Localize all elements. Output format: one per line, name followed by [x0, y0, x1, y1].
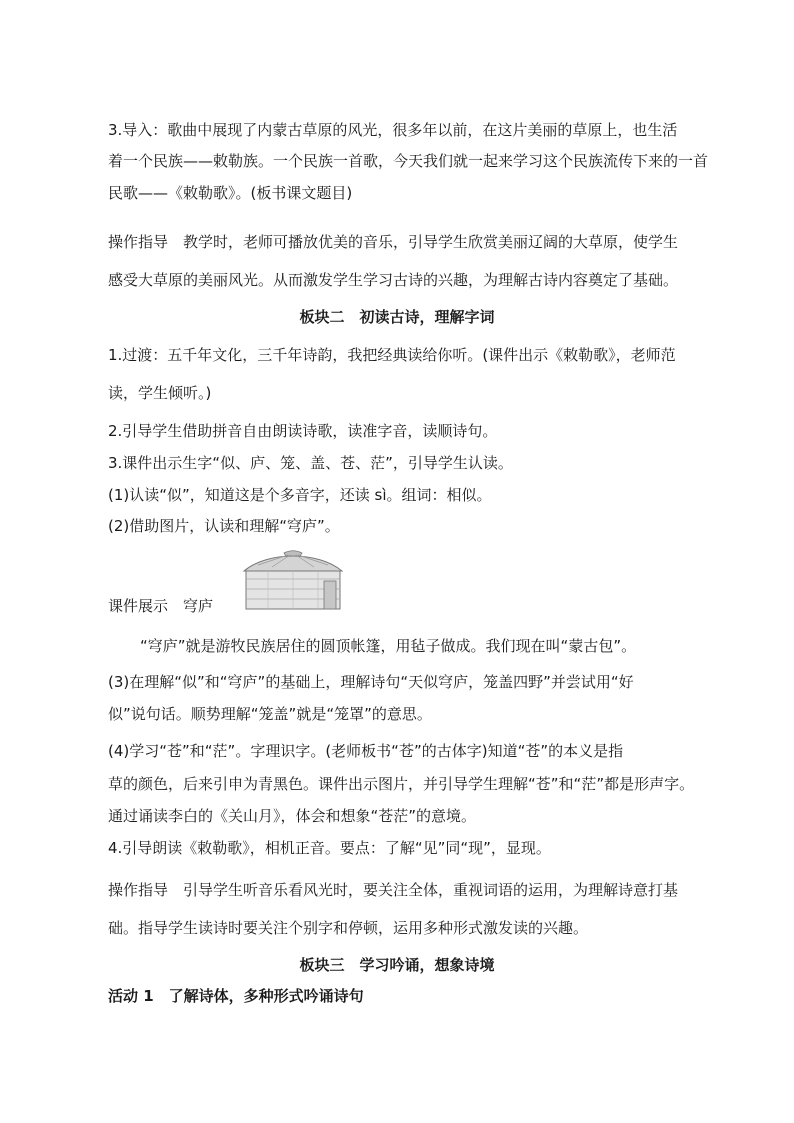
guidance-2-line-2: 础。指导学生读诗时要关注个别字和停顿，运用多种形式激发读的兴趣。 [108, 919, 589, 937]
paragraph-intro-line-3: 民歌——《敕勒歌》。(板书课文题目) [108, 184, 353, 202]
step-3-line: 3.课件出示生字“似、庐、笼、盖、苍、茫”，引导学生认读。 [108, 454, 513, 472]
step-3-2-line: (2)借助图片，认读和理解“穹庐”。 [108, 517, 340, 535]
yurt-explanation: “穹庐”就是游牧民族居住的圆顶帐篷，用毡子做成。我们现在叫“蒙古包”。 [140, 637, 637, 655]
paragraph-intro-line-2: 着一个民族——敕勒族。一个民族一首歌，今天我们就一起来学习这个民族流传下来的一首 [108, 152, 709, 170]
guidance-1-line-2: 感受大草原的美丽风光。从而激发学生学习古诗的兴趣，为理解古诗内容奠定了基础。 [108, 271, 679, 289]
guidance-2-line-1: 操作指导 引导学生听音乐看风光时，要关注全体，重视词语的运用，为理解诗意打基 [108, 881, 679, 899]
step-3-3-line-1: (3)在理解“似”和“穹庐”的基础上，理解诗句“天似穹庐，笼盖四野”并尝试用“好 [108, 673, 634, 691]
step-2-line: 2.引导学生借助拼音自由朗读诗歌，读准字音，读顺诗句。 [108, 422, 498, 440]
activity-1-heading: 活动 1 了解诗体，多种形式吟诵诗句 [108, 987, 364, 1005]
section-heading-2: 板块二 初读古诗，理解字词 [299, 308, 495, 326]
step-3-3-line-2: 似”说句话。顺势理解“笼盖”就是“笼罩”的意思。 [108, 705, 432, 723]
step-3-4-line-2: 草的颜色，后来引申为青黑色。课件出示图片，并引导学生理解“苍”和“茫”都是形声字。 [108, 775, 695, 793]
paragraph-intro-line-1: 3.导入：歌曲中展现了内蒙古草原的风光，很多年以前，在这片美丽的草原上，也生活 [108, 121, 678, 139]
step-3-1-line: (1)认读“似”，知道这是个多音字，还读 sì。组词：相似。 [108, 486, 492, 504]
yurt-icon [238, 545, 348, 613]
figure-caption: 课件展示 穹庐 [108, 597, 214, 615]
guidance-1-line-1: 操作指导 教学时，老师可播放优美的音乐，引导学生欣赏美丽辽阔的大草原，使学生 [108, 233, 679, 251]
section-heading-3: 板块三 学习吟诵，想象诗境 [299, 956, 495, 974]
transition-line-1: 1.过渡：五千年文化，三千年诗韵，我把经典读给你听。(课件出示《敕勒歌》，老师范 [108, 346, 676, 364]
step-3-4-line-3: 通过诵读李白的《关山月》，体会和想象“苍茫”的意境。 [108, 807, 477, 825]
step-4-line: 4.引导朗读《敕勒歌》，相机正音。要点：了解“见”同“现”，显现。 [108, 839, 551, 857]
transition-line-2: 读，学生倾听。) [108, 384, 212, 402]
step-3-4-line-1: (4)学习“苍”和“茫”。字理识字。(老师板书“苍”的古体字)知道“苍”的本义是指 [108, 742, 624, 760]
